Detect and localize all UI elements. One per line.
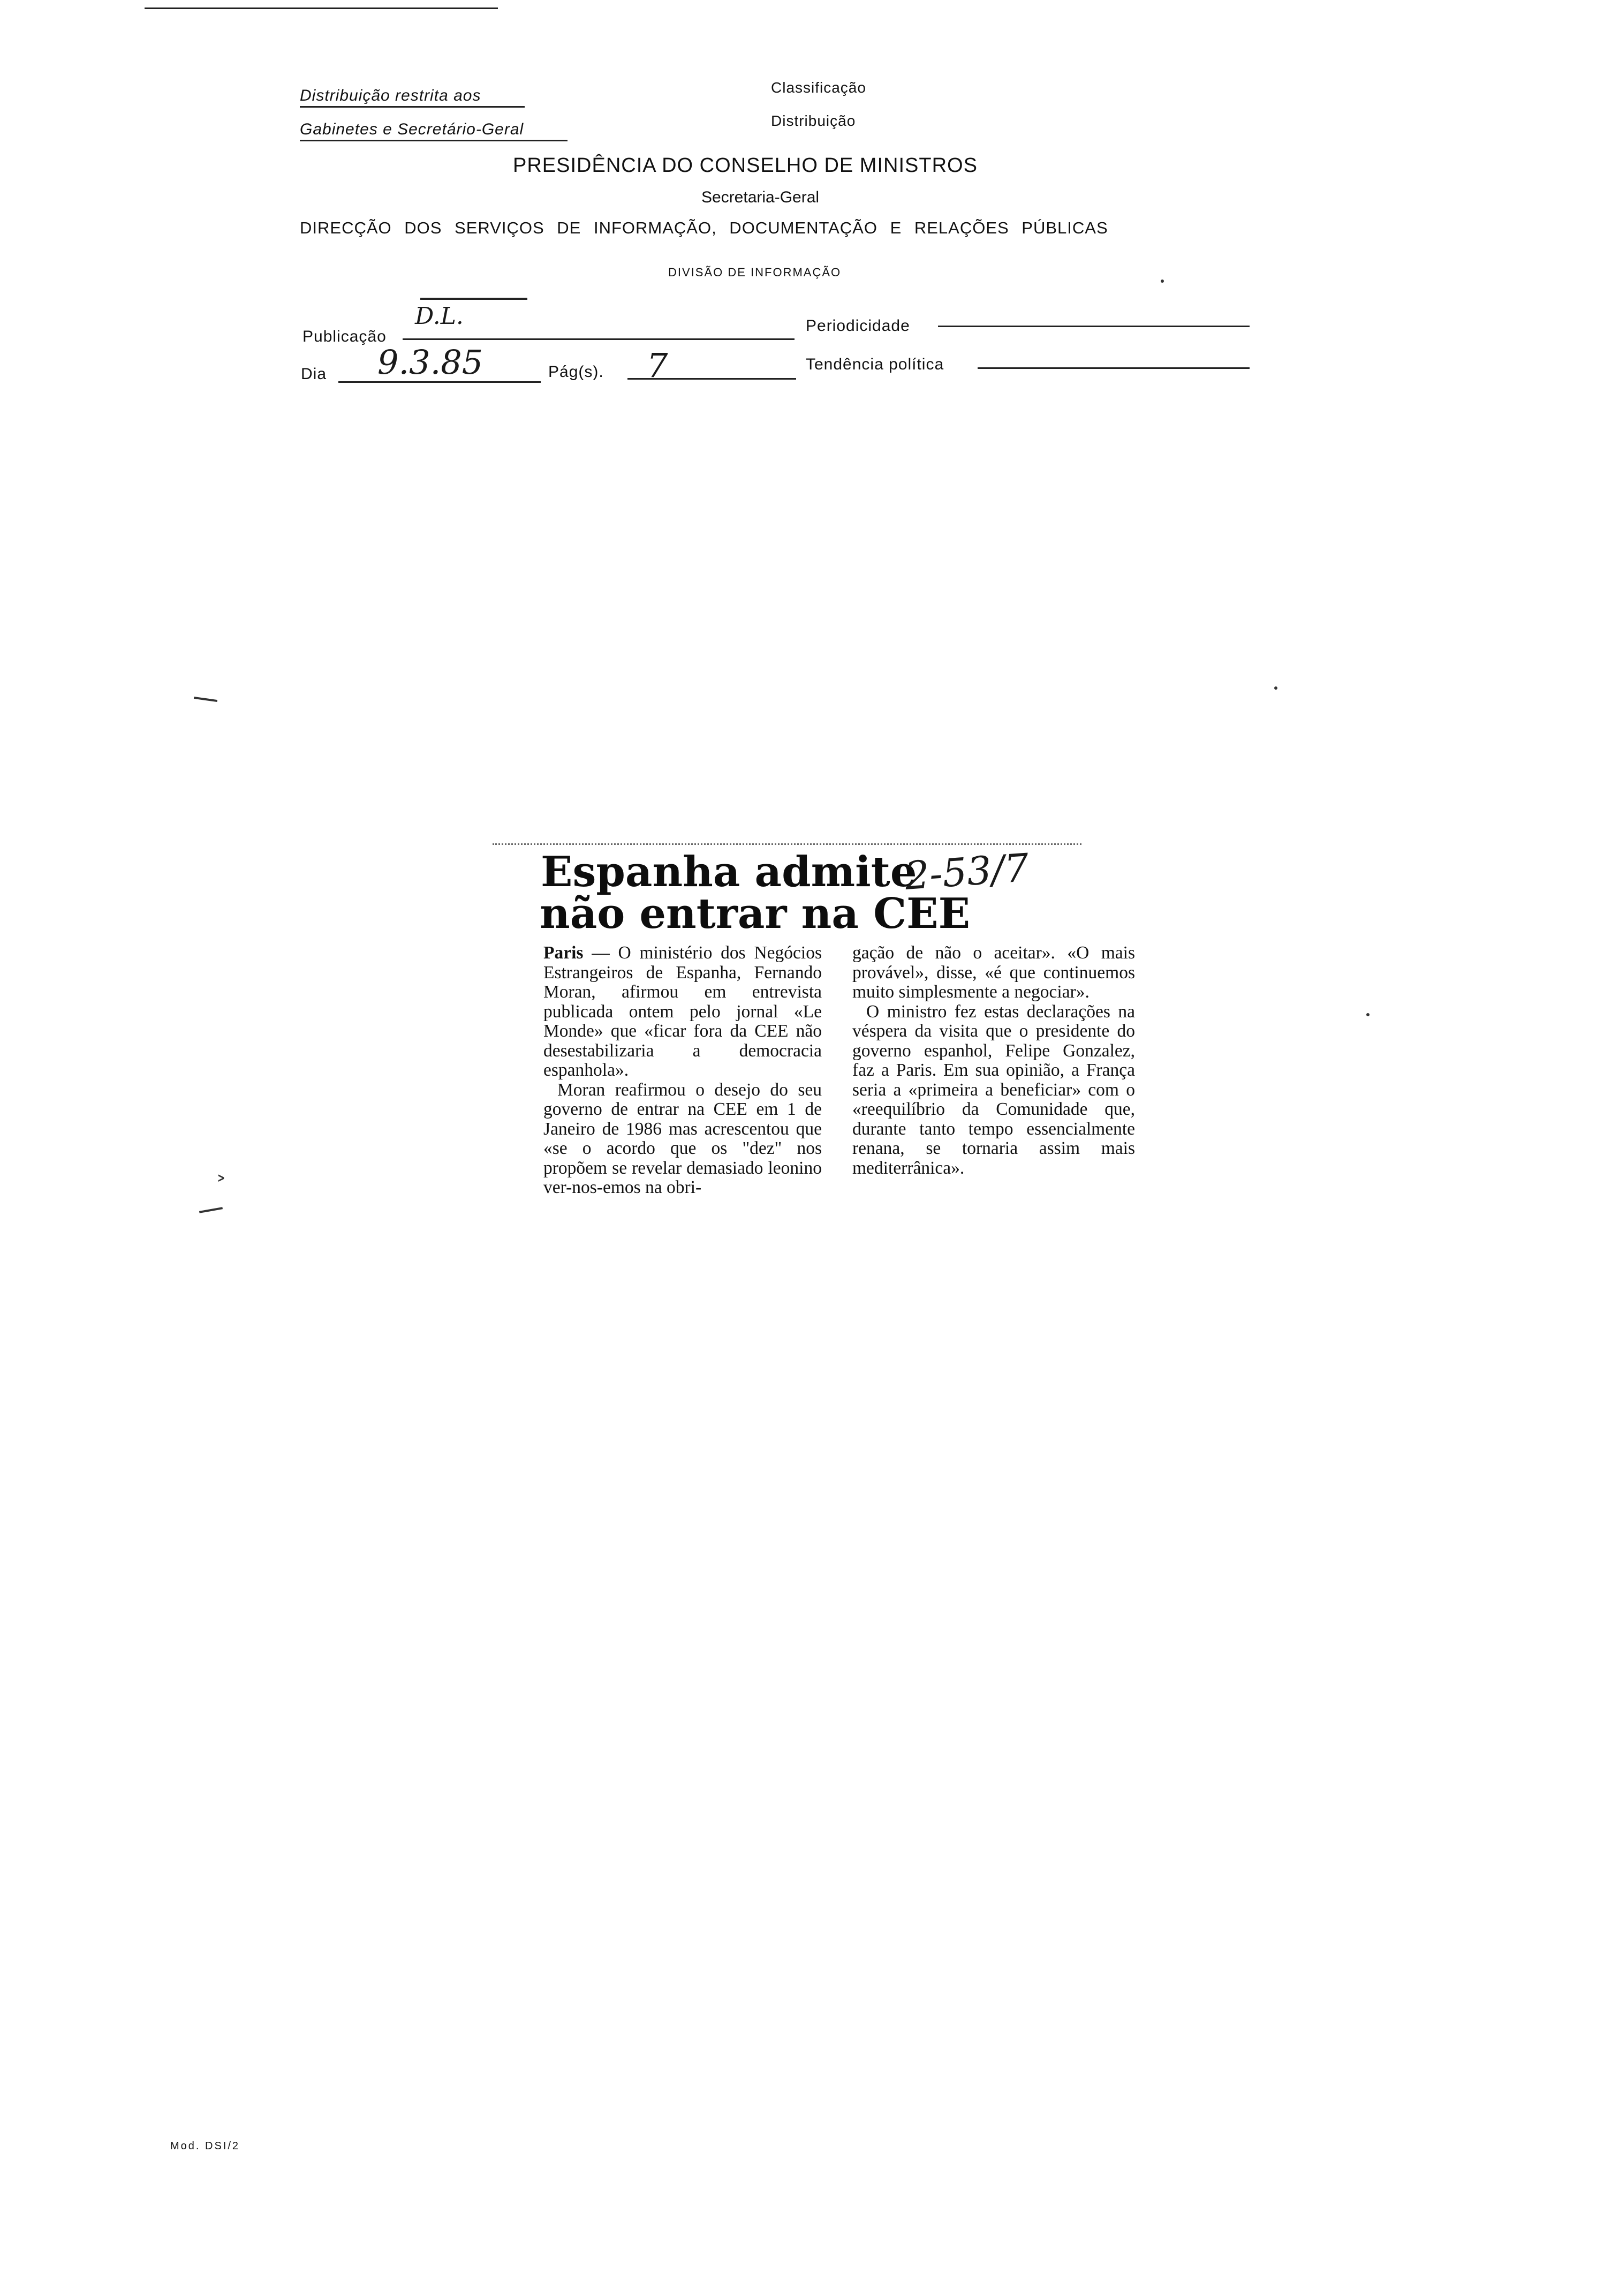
article-column-1 [543, 943, 822, 1198]
clipping-edge [493, 843, 1081, 846]
article-paragraph [543, 943, 822, 1081]
periodicity-label: Periodicidade [806, 317, 910, 335]
publication-value: D.L. [415, 303, 464, 330]
speck [1274, 686, 1277, 690]
restriction-line-1: Distribuição restrita aos [300, 87, 525, 108]
top-edge-line [145, 7, 498, 9]
division-heading: DIVISÃO DE INFORMAÇÃO [668, 266, 842, 279]
tendency-line [978, 367, 1250, 369]
tendency-label: Tendência política [806, 356, 944, 373]
article-paragraph: Moran reafirmou o desejo do seu governo de entrar na CEE em 1 de Janeiro de 1986 mas acrescentou que «se o acordo que os "dez" nos propõem se revelar demasiado leonino ver-nos-emos na obri- [543, 1079, 822, 1197]
pages-label: Pág(s). [548, 363, 604, 381]
distribution-label: Distribuição [771, 112, 856, 129]
publication-label: Publicação [302, 328, 387, 345]
article-paragraph: gação de não o aceitar». «O mais provável», disse, «é que continuemos muito simplesmente a negociar». [852, 943, 1135, 1002]
classification-label: Classificação [771, 79, 866, 96]
margin-mark: ˃ [215, 1173, 227, 1200]
article-dateline: Paris [543, 943, 584, 963]
directorate-heading: DIRECÇÃO DOS SERVIÇOS DE INFORMAÇÃO, DOCUMENTAÇÃO E RELAÇÕES PÚBLICAS [300, 218, 1108, 237]
clipping-headline-line-2: não entrar na CEE [540, 889, 971, 938]
day-label: Dia [301, 365, 327, 383]
article-text: — O ministério dos Negócios Estrangeiros de Espanha, Fernando Moran, afirmou em entrevista publicada ontem pelo jornal «Le Monde» que «ficar fora da CEE não desestabilizaria a democracia espanhola». [543, 943, 822, 1080]
day-value: 9.3.85 [377, 343, 483, 382]
form-code: Mod. DSI/2 [170, 2140, 240, 2152]
pages-value: 7 [647, 346, 668, 385]
margin-mark [194, 697, 217, 702]
margin-mark [199, 1207, 223, 1213]
article-paragraph: O ministro fez estas declarações na véspera da visita que o presidente do governo espanhol, Felipe Gonzalez, faz a Paris. Em sua opinião, a França seria a «primeira a beneficiar» com o «reequilíbrio da Comunidade que, durante tanto tempo essencialmente renana, se tornaria assim mais mediterrânica». [852, 1001, 1135, 1178]
speck [1161, 280, 1164, 283]
clipping-headline-line-1: Espanha admite [541, 848, 917, 896]
handwritten-annotation: 2-53/7 [903, 845, 1031, 898]
presidency-heading: PRESIDÊNCIA DO CONSELHO DE MINISTROS [513, 154, 978, 177]
periodicity-line [938, 326, 1250, 327]
secretariat-heading: Secretaria-Geral [701, 188, 820, 206]
pen-stroke [420, 298, 527, 300]
publication-line [403, 338, 795, 340]
speck [1366, 1013, 1370, 1016]
article-column-2 [852, 943, 1135, 1178]
restriction-line-2: Gabinetes e Secretário-Geral [300, 120, 568, 141]
